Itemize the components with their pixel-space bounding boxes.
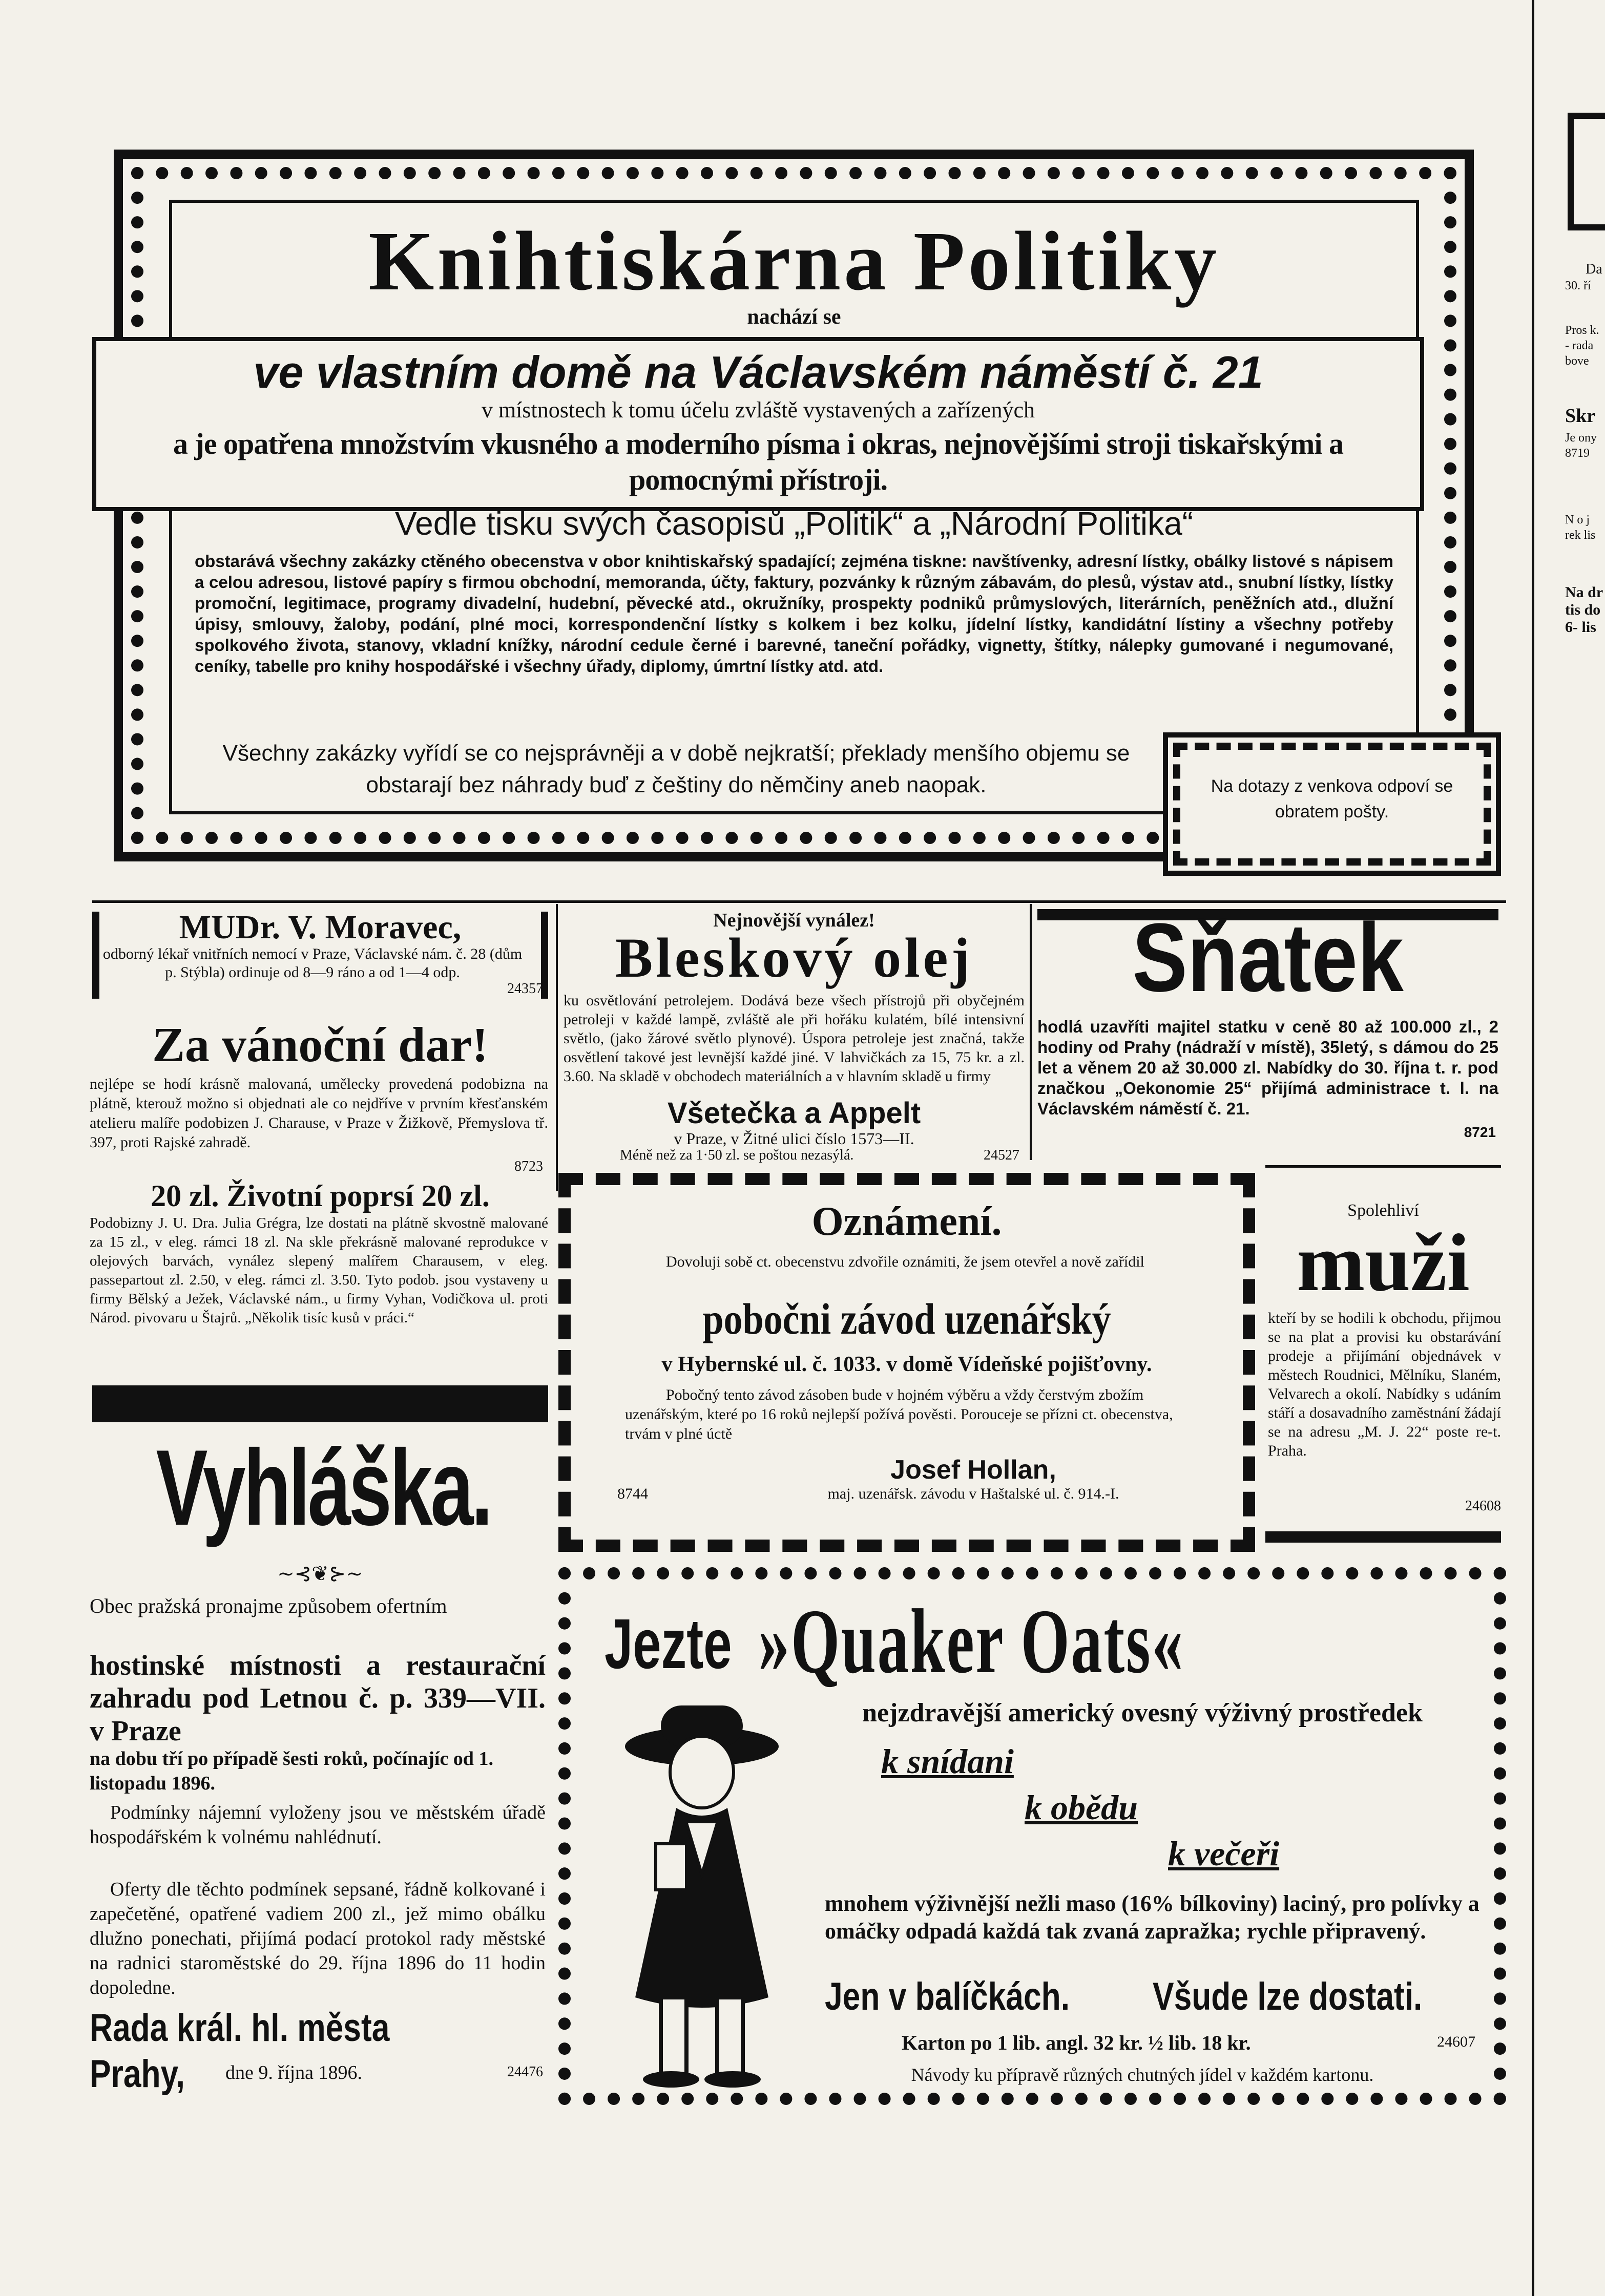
snatek-number: 8721 — [1464, 1124, 1496, 1140]
section-rule-top — [92, 900, 1506, 903]
print-shop-equipment: a je opatřena množstvím vkusného a moderního písma i okras, nejnovějšími stroji tiskařskými a pomocnými přístroji. — [173, 427, 1343, 496]
muzi-bottom-bar — [1265, 1531, 1501, 1543]
bleskovy-tag: Nejnovější vynález! — [713, 910, 875, 931]
bleskovy-small: Méně než za 1·50 zl. se poštou nezasýlá. — [620, 1147, 854, 1163]
vanocni-number: 8723 — [514, 1158, 543, 1174]
margin-frag-1: Da — [1586, 261, 1602, 277]
vanocni-text: nejlépe se hodí krásně malovaná, umělecky provedená podobizna na plátně, kterouž možno si objednati ale co nejdříve v prvním křesťanském atelieru malíře podobizen J. Charause, v Praze v Žižkově, Přemyslova tř. 397, proti Rajské zahradě. — [90, 1076, 548, 1151]
oznameni-shop: pobočni závod uzenářský — [702, 1294, 1111, 1343]
page-edge-rule — [1532, 0, 1534, 2296]
column-rule-left — [556, 904, 558, 1191]
margin-frag-7: Na dr tis do 6- lis — [1565, 584, 1603, 636]
muzi-header: Spolehliví — [1347, 1201, 1419, 1220]
vyhlaska-period: na dobu tří po případě šesti roků, počínajíc od 1. listopadu 1896. — [90, 1748, 493, 1794]
print-shop-nachazi: nachází se — [747, 305, 841, 329]
oznameni-role: maj. uzenářsk. závodu v Haštalské ul. č. 914.-I. — [827, 1485, 1119, 1502]
vyhlaska-ornament: ~⊰❦⊱~ — [277, 1562, 363, 1586]
quaker-number: 24607 — [1437, 2033, 1475, 2050]
oznameni-number: 8744 — [617, 1485, 648, 1502]
margin-frag-2: 30. ří — [1565, 279, 1591, 292]
quaker-packs: Jen v balíčkách. — [825, 1975, 1070, 2018]
margin-frag-5: Je ony 8719 — [1565, 431, 1597, 460]
margin-frag-6: N o j rek lis — [1565, 513, 1596, 542]
quaker-price: Karton po 1 lib. angl. 32 kr. ½ lib. 18 kr. — [902, 2031, 1251, 2054]
print-shop-closing: Všechny zakázky vyřídí se co nejsprávněji a v době nejkratší; překlady menšího objemu se obstarají bez náhrady buď z češtiny do němčiny aneb naopak. — [222, 741, 1130, 797]
moravec-text: odborný lékař vnitřních nemocí v Praze, Václavské nám. č. 28 (dům p. Stýbla) ordinuje od 8—9 ráno a od 1—4 odp. — [102, 945, 523, 981]
muzi-number: 24608 — [1465, 1498, 1501, 1514]
quaker-footer: Návody ku přípravě různých chutných jídel v každém kartonu. — [911, 2065, 1374, 2085]
bleskovy-text: ku osvětlování petrolejem. Dodává beze všech přístrojů při obyčejném petroleji v každé lampě, zvláště ale při hořáku kulatém, bílé intensivní světlo, (jako žárové světlo plynové). Úspora petroleje jest značná, takže osvětlení takové jest levnější každé jiné. V lahvičkách za 15, 75 kr. a zl. 3.60. Na skladě v obchodech materiálních a v hlavním skladě u firmy — [564, 992, 1025, 1085]
print-shop-body: obstarává všechny zakázky ctěného obecenstva v obor knihtiskařský spadající; zejména tiskne: navštívenky, adresní lístky, obálky listové s nápisem a celou adresou, listové papíry s firmou obchodní, memoranda, účty, faktury, pozvánky k různým zábavám, do plesů, výstav atd., snubní lístky, lístky promoční, legitimace, programy divadelní, hudební, pěvecké atd., okružníky, prospekty podniků průmyslových, literárních, peněžních atd., dlužní úpisy, smlouvy, žaloby, podání, plné moci, korrespondenční lístky s kolkem i bez kolku, jídelní lístky, kandidátní lístiny a všechny potřeby spolkového života, stanovy, vkladní knížky, národní ceduIe černé i barevné, taneční pořádky, vignetty, štítky, nálepky gumované i negumované, ceníky, tabelle pro knihy hospodářské i všechny úřady, diplomy, úmrtní lístky atd. atd. — [195, 552, 1393, 676]
vyhlaska-offers: Oferty dle těchto podmínek sepsané, řádně kolkované i zapečetěné, opatřené vadiem 200 zl., jež mimo obálku dlužno ponechati, přijímá podací protokol rady městské na radnici staroměstské do 29. října 1896 do 11 hodin dopoledne. — [90, 1879, 546, 1998]
quaker-brand: »Quaker Oats« — [758, 1590, 1185, 1692]
margin-frag-4: Skr — [1565, 405, 1596, 427]
vyhlaska-top-bar — [92, 1385, 548, 1422]
oznameni-intro: Dovoluji sobě ct. obecenstvu zdvořile oznámiti, že jsem otevřel a nově zařídil — [666, 1253, 1144, 1270]
muzi-title: muži — [1297, 1217, 1470, 1308]
quaker-jezte: Jezte — [605, 1605, 732, 1683]
oznameni-address: v Hybernské ul. č. 1033. v domě Vídeňské pojišťovny. — [661, 1353, 1152, 1376]
muzi-top-rule — [1265, 1165, 1501, 1168]
quaker-veceri: k večeři — [1168, 1834, 1280, 1873]
print-shop-vedle: Vedle tisku svých časopisů „Politik“ a „Národní Politika“ — [395, 505, 1193, 542]
snatek-text: hodlá uzavříti majitel statku v ceně 80 až 100.000 zl., 2 hodiny od Prahy (nádraží v místě), 35letý, s dámou do 25 let a věnem 20 až 30.000 zl. Nabídky do 30. října t. r. pod značkou „Oekonomie 25“ přijímá administrace t. l. na Václavském náměstí č. 21. — [1037, 1017, 1498, 1118]
print-shop-rooms: v místnostech k tomu účelu zvláště vystavených a zařízených — [481, 397, 1035, 423]
quaker-man-illustration — [599, 1690, 815, 2090]
vyhlaska-title: Vyhláška. — [156, 1427, 491, 1548]
quaker-nutrition: mnohem výživnější nežli maso (16% bílkoviny) laciný, pro polívky a omáčky odpadá každá tak zvaná zapražka; rychle připravený. — [825, 1891, 1479, 1944]
moravec-number: 24357 — [507, 981, 543, 997]
vyhlaska-intro: Obec pražská pronajme způsobem ofertním — [90, 1594, 447, 1617]
oznameni-title: Oznámení. — [811, 1199, 1002, 1244]
vyhlaska-date: dne 9. října 1896. — [225, 2062, 363, 2083]
column-rule-mid — [1030, 904, 1032, 1160]
bleskovy-firm: Všetečka a Appelt — [667, 1097, 921, 1130]
vyhlaska-signed: Rada král. hl. města Prahy, — [90, 2006, 390, 2096]
print-shop-location: ve vlastním domě na Václavském náměstí č. 21 — [253, 347, 1263, 397]
moravec-name: MUDr. V. Moravec, — [179, 909, 462, 946]
vanocni-title: Za vánoční dar! — [152, 1017, 489, 1072]
print-shop-title: Knihtiskárna Politiky — [368, 214, 1220, 308]
bleskovy-address: v Praze, v Žitné ulici číslo 1573—II. — [674, 1129, 914, 1148]
quaker-everywhere: Všude lze dostati. — [1153, 1975, 1423, 2018]
quaker-tagline: nejzdravější americký ovesný výživný prostředek — [862, 1698, 1423, 1728]
zivotni-title: 20 zl. Životní poprsí 20 zl. — [151, 1179, 490, 1213]
bleskovy-number: 24527 — [984, 1147, 1019, 1163]
margin-fragment-box — [1568, 113, 1605, 230]
vyhlaska-conditions: Podmínky nájemní vyloženy jsou ve městském úřadě hospodářském k volnému nahlédnutí. — [90, 1802, 546, 1848]
vyhlaska-number: 24476 — [507, 2064, 543, 2080]
quaker-obedu: k obědu — [1025, 1788, 1138, 1827]
oznameni-name: Josef Hollan, — [890, 1455, 1056, 1485]
snatek-title: Sňatek — [1132, 903, 1404, 1012]
bleskovy-title: Bleskový olej — [615, 926, 973, 989]
oznameni-text: Pobočný tento závod zásoben bude v hojném výběru a vždy čerstvým zbožím uzenářským, které po 16 roků nejlepší požívá pověsti. Porouceje se přízni ct. obecenstva, trvám v plné úctě — [625, 1386, 1173, 1442]
muzi-text: kteří by se hodili k obchodu, přijmou se na plat a provisi ku obstarávání prodeje a přijímání objednávek v městech Roudnici, Mělníku, Slaném, Velvarech a okolí. Nabídky s udáním stáří a dosavadního zaměstnání žádají se na adresu „M. J. 22“ poste re-t. Praha. — [1268, 1310, 1501, 1459]
inquiry-text: Na dotazy z venkova odpoví se obratem pošty. — [1211, 776, 1453, 821]
zivotni-text: Podobizny J. U. Dra. Julia Grégra, lze dostati na plátně skvostně malované za 15 zl., v eleg. rámci 18 zl. Na skle překrásně malované reprodukce v olejových barvách, vynález slepený malířem Charausem, v eleg. passepartout zl. 2.50, v eleg. rámci zl. 3.50. Tyto podob. jsou vystaveny u firmy Bělský a Ježek, Václavské nám., u firmy Vyhan, Vodičkova ul. proti Národ. pivovaru u Štajrů. „Několik tisíc kusů v práci.“ — [90, 1215, 548, 1326]
quaker-snidani: k snídani — [881, 1742, 1014, 1781]
vyhlaska-object: hostinské místnosti a restaurační zahradu pod Letnou č. p. 339—VII. v Praze — [90, 1650, 546, 1747]
margin-frag-3: Pros k. - rada bove — [1565, 324, 1599, 368]
